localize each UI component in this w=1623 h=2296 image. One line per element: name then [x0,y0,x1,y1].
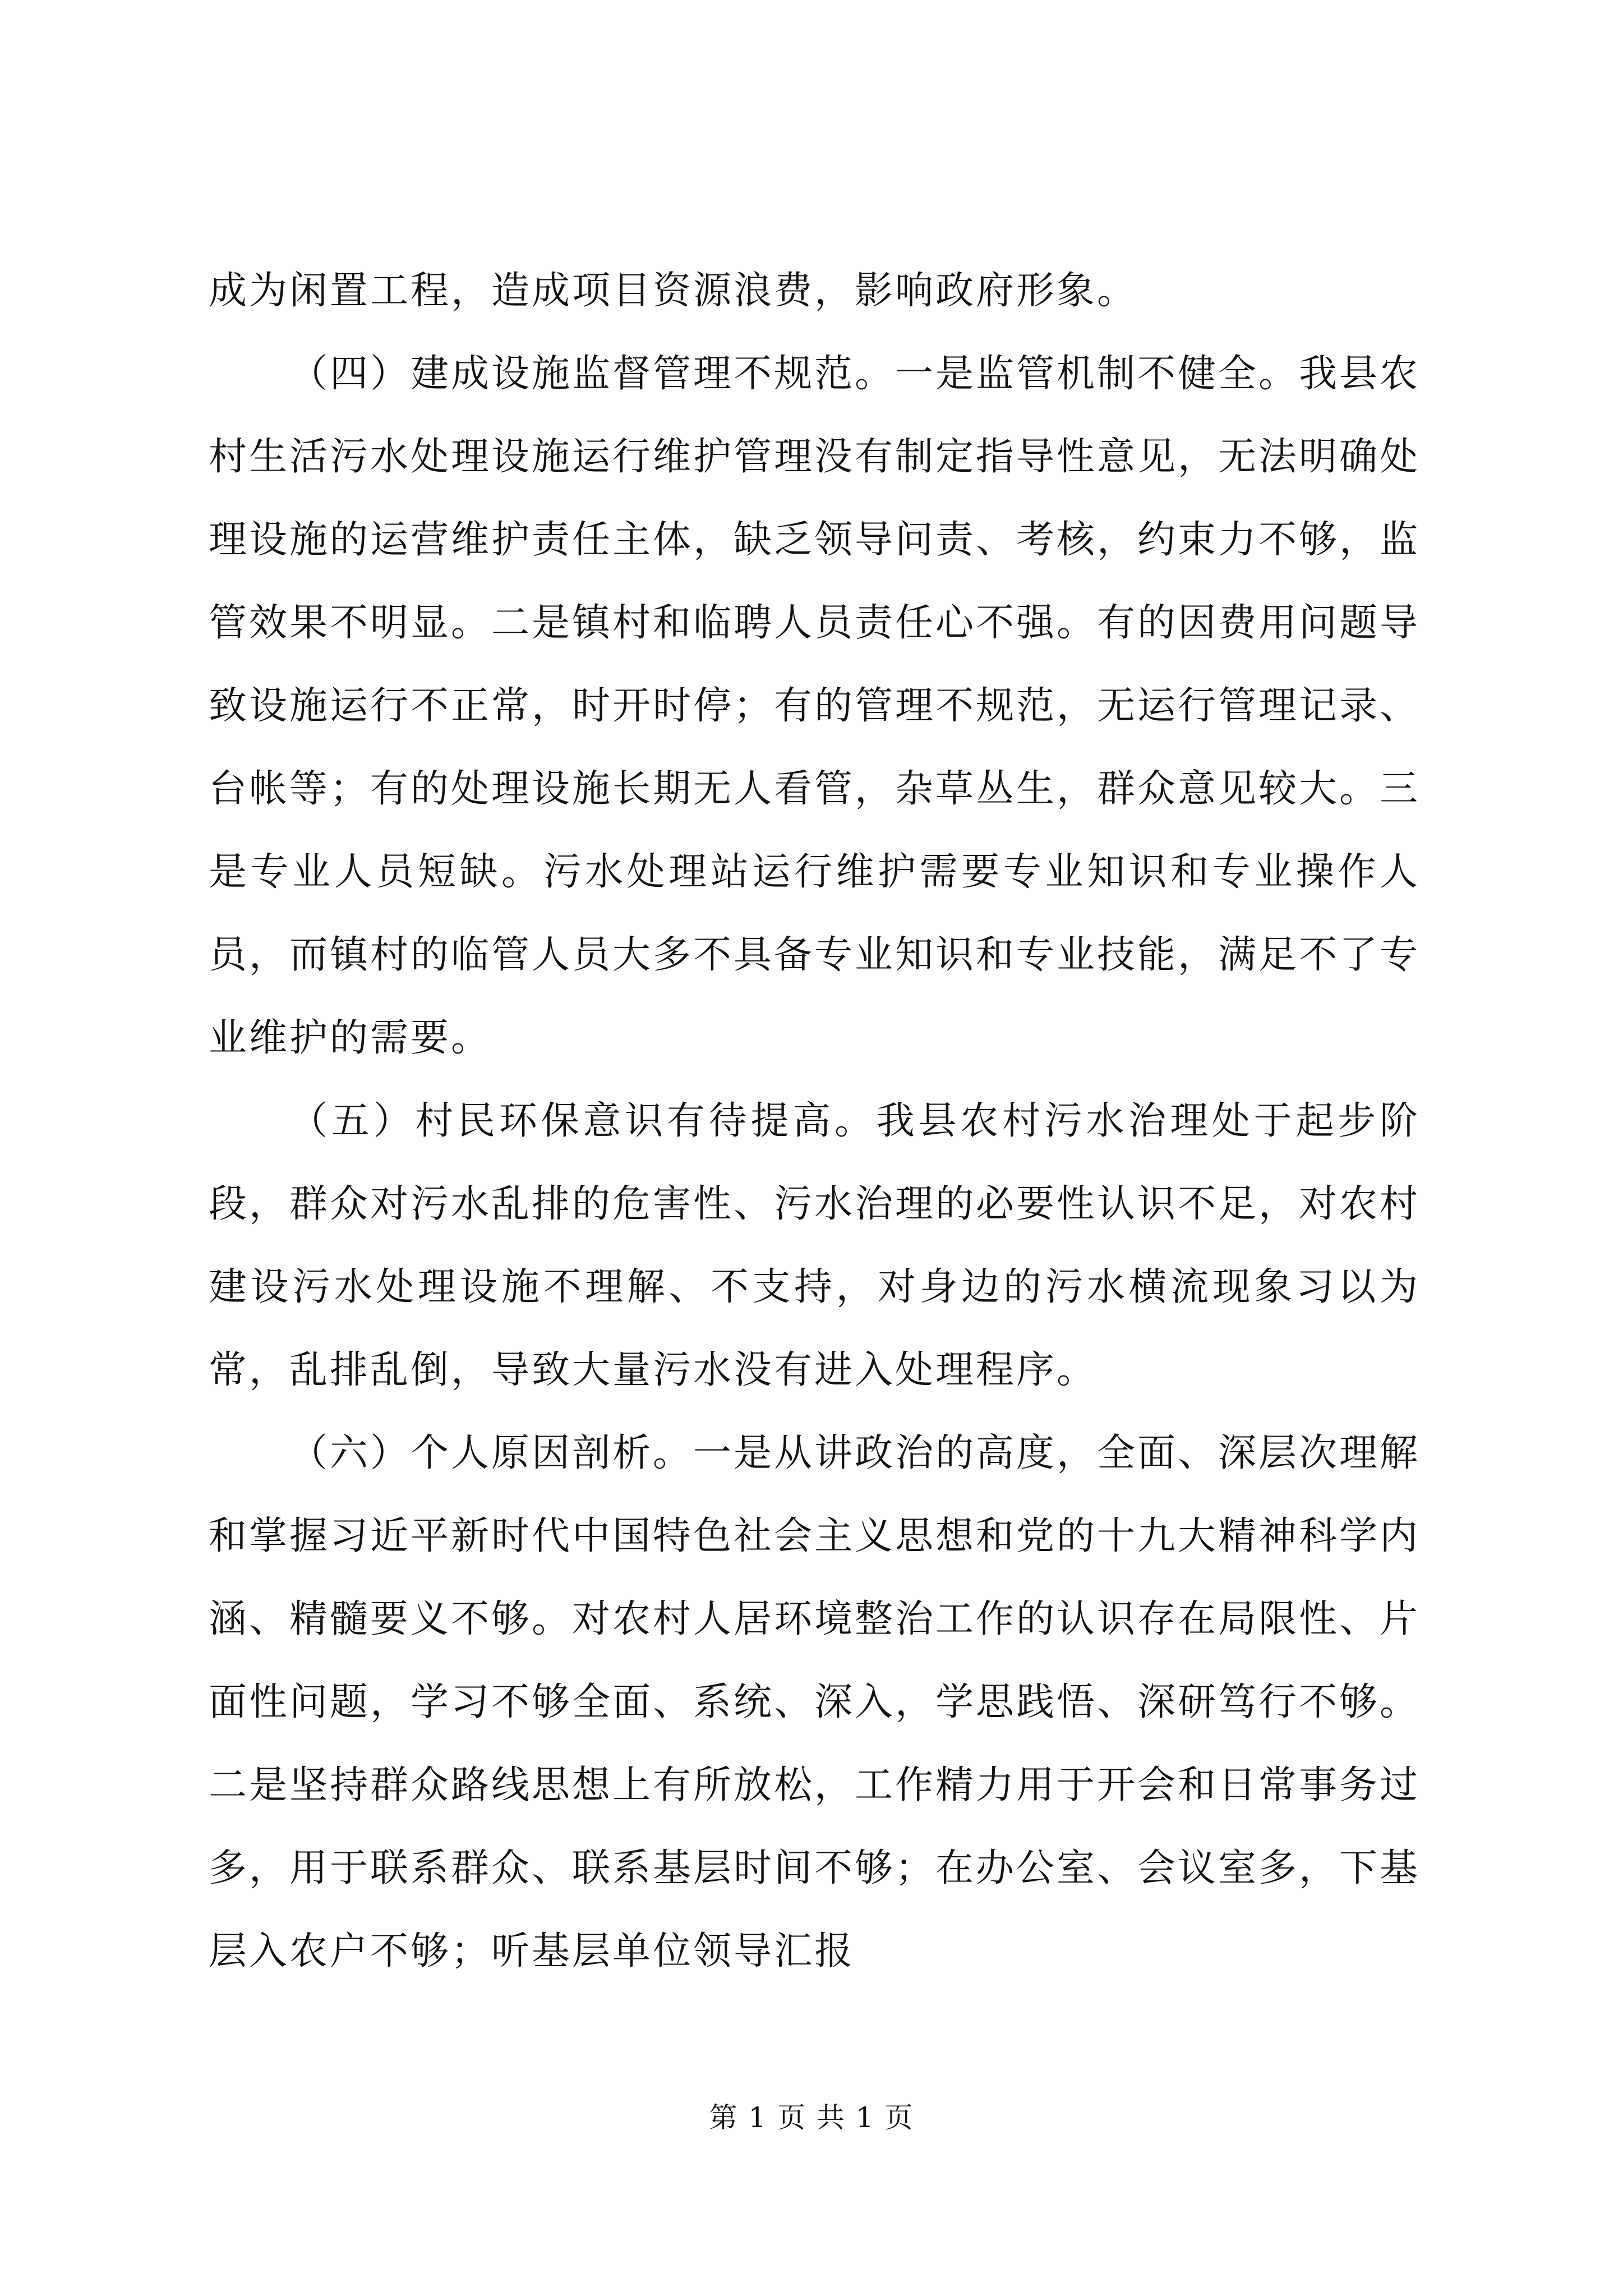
paragraph-section-4: （四）建成设施监督管理不规范。一是监管机制不健全。我县农村生活污水处理设施运行维护管理没有制定指导性意见，无法明确处理设施的运营维护责任主体，缺乏领导问责、考核，约束力不够，监管效果不明显。二是镇村和临聘人员责任心不强。有的因费用问题导致设施运行不正常，时开时停；有的管理不规范，无运行管理记录、台帐等；有的处理设施长期无人看管，杂草丛生，群众意见较大。三是专业人员短缺。污水处理站运行维护需要专业知识和专业操作人员，而镇村的临管人员大多不具备专业知识和专业技能，满足不了专业维护的需要。 [209,352,1421,1060]
page-number-footer: 第 1 页 共 1 页 [709,2101,914,2134]
document-body [209,250,1420,1993]
paragraph-continuation: 成为闲置工程，造成项目资源浪费，影响政府形象。 [209,269,1138,313]
paragraph-section-6: （六）个人原因剖析。一是从讲政治的高度，全面、深层次理解和掌握习近平新时代中国特色社会主义思想和党的十九大精神科学内涵、精髓要义不够。对农村人居环境整治工作的认识存在局限性、片面性问题，学习不够全面、系统、深入，学思践悟、深研笃行不够。二是坚持群众路线思想上有所放松，工作精力用于开会和日常事务过多，用于联系群众、联系基层时间不够；在办公室、会议室多，下基层入农户不够；听基层单位领导汇报 [209,1431,1421,1973]
paragraph-section-5: （五）村民环保意识有待提高。我县农村污水治理处于起步阶段，群众对污水乱排的危害性、污水治理的必要性认识不足，对农村建设污水处理设施不理解、不支持，对身边的污水横流现象习以为常，乱排乱倒，导致大量污水没有进入处理程序。 [209,1099,1421,1392]
